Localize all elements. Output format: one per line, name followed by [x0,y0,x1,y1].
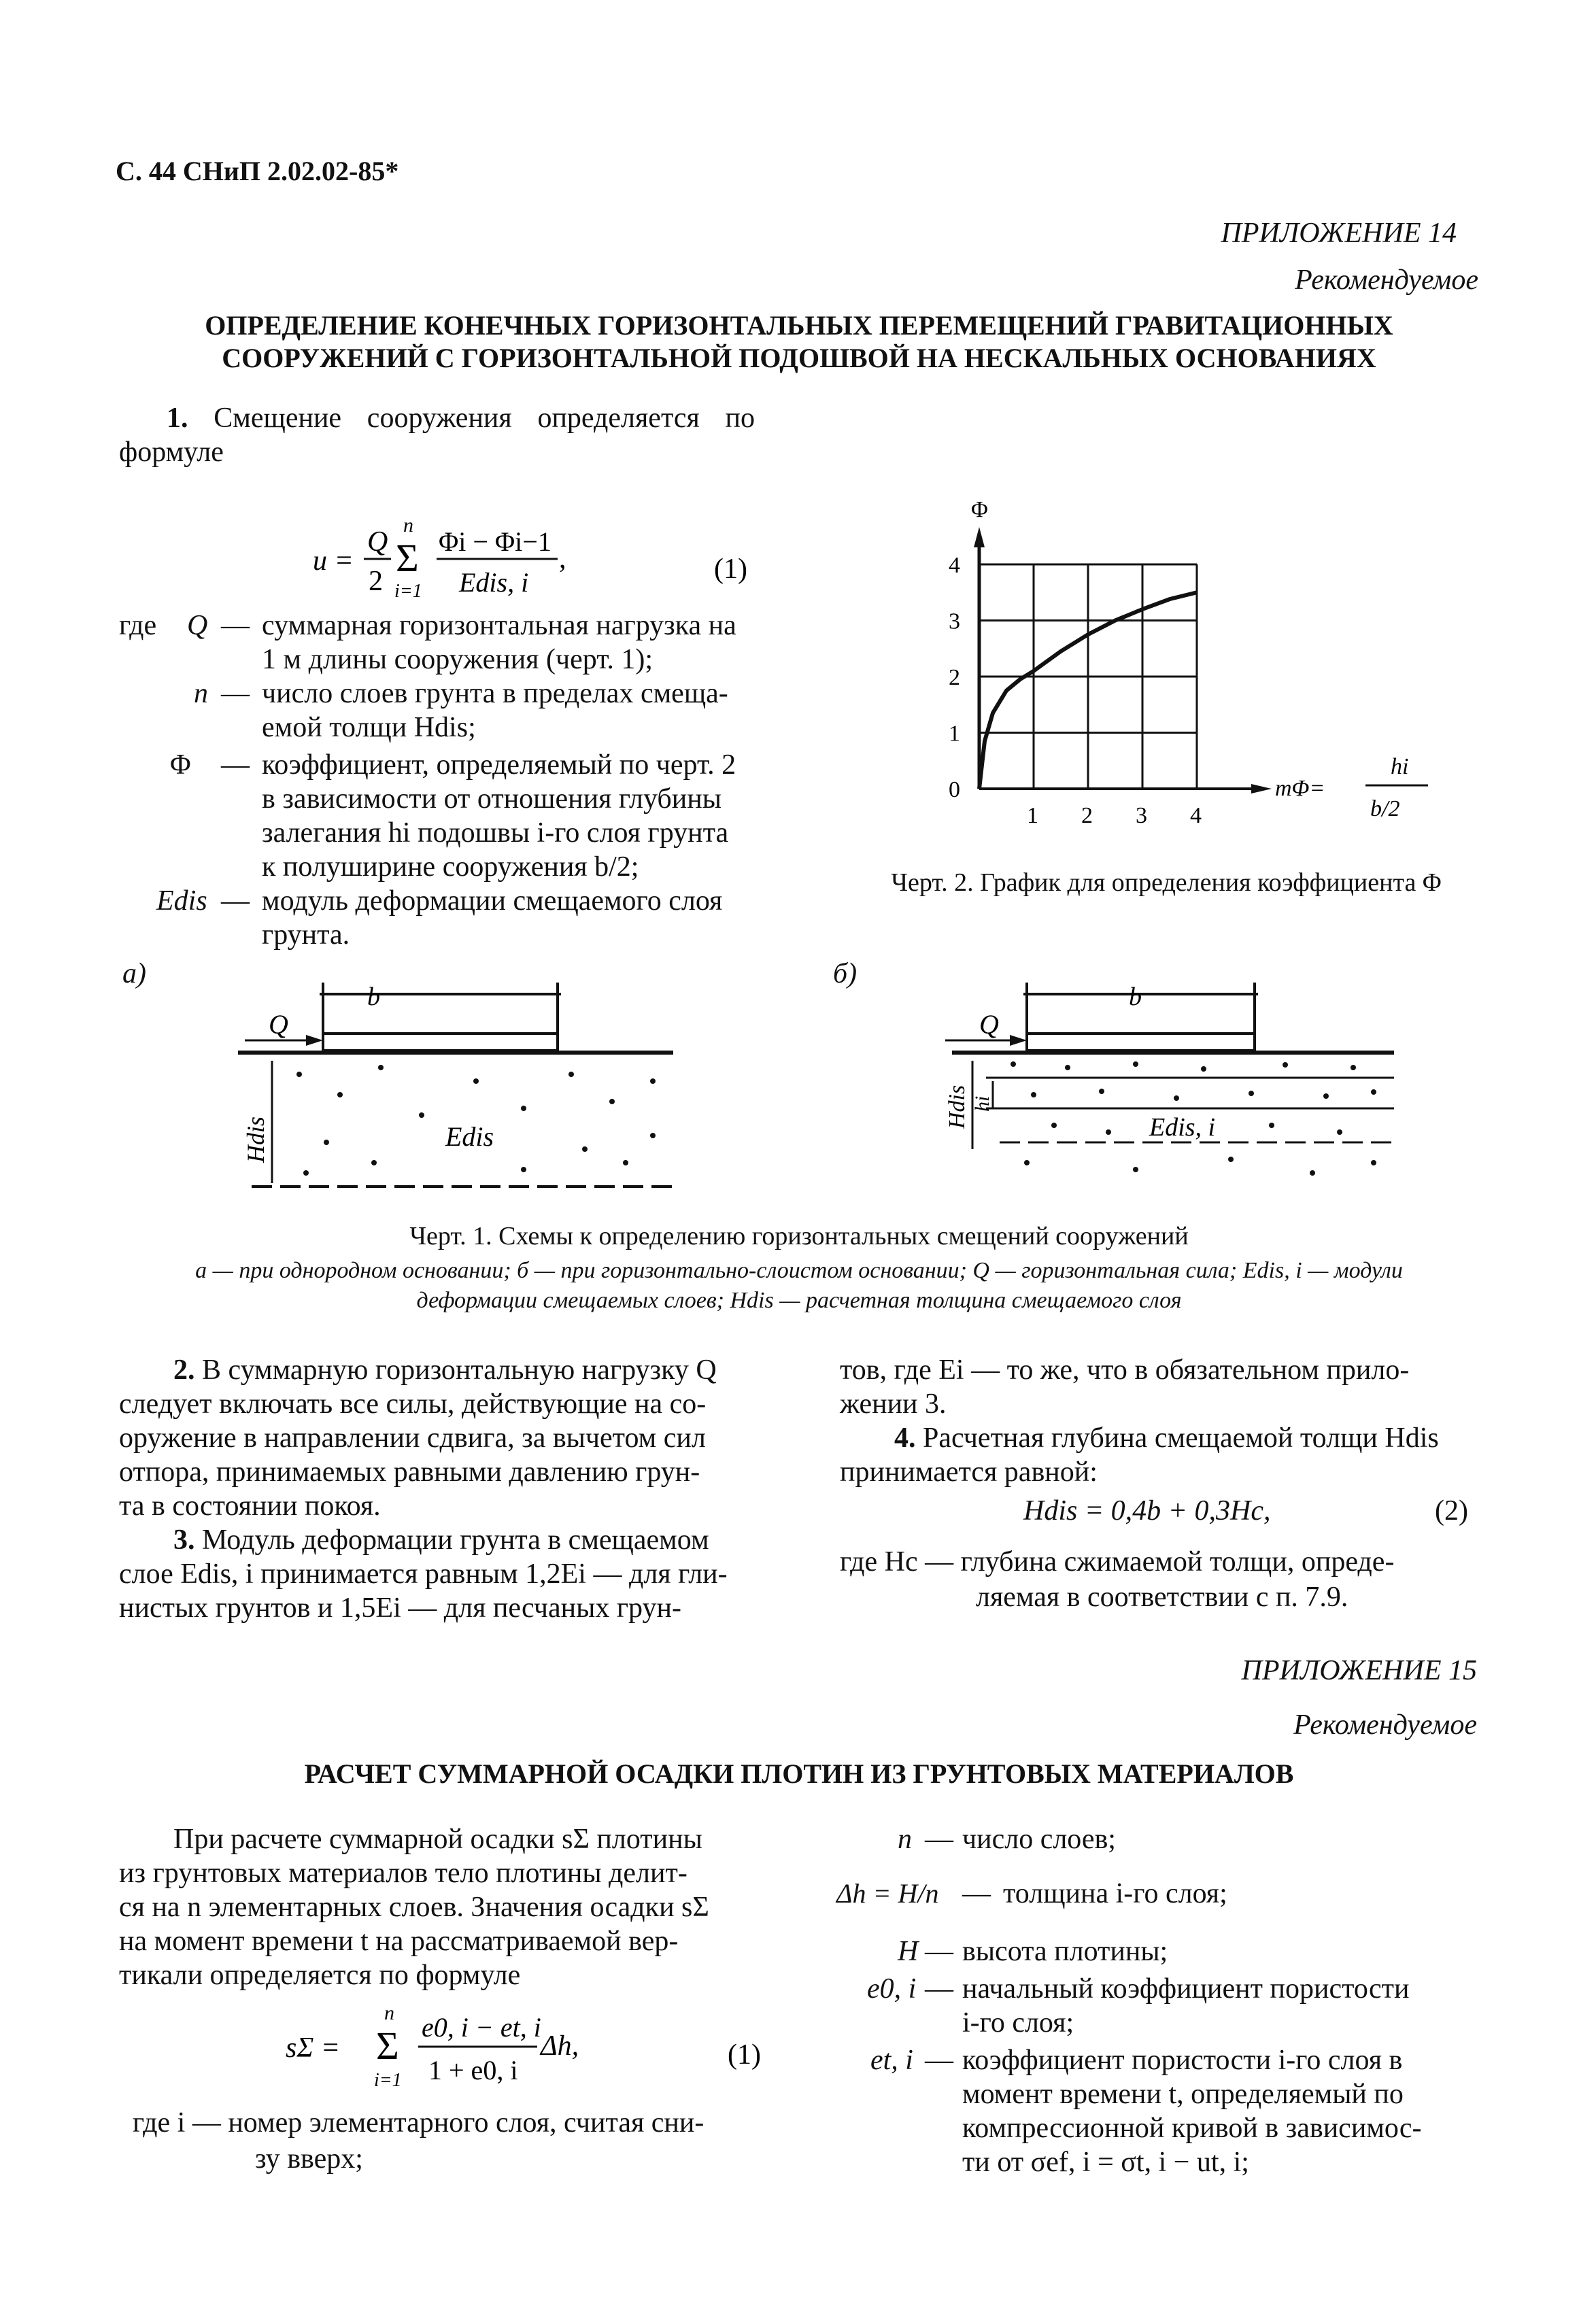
chart-x-label-den: b/2 [1370,796,1400,821]
x-axis-arrow-icon [1251,784,1272,794]
def-line: момент времени t, определяемый по [962,2079,1404,2110]
paragraph-3-continued [840,1353,1482,1421]
def-symbol: et, i [870,2045,913,2076]
formula-15-sum-bottom: i=1 [374,2070,402,2091]
appendix-15-label: ПРИЛОЖЕНИЕ 15 [1241,1655,1477,1686]
paragraph-line: тикали определяется по формуле [119,1960,521,1991]
appendix-15-intro [119,1822,762,1992]
def-phi-line: к полуширине сооружения b/2; [262,851,639,883]
def-phi-symbol: Φ [170,749,191,781]
appendix-15-defs: n — число слоев; Δh = H/n — толщина i-го слоя; H — высота плотины; e0, i — начальный коэффициент пористости i-го слоя; et, i — коэффициент пористости i-го слоя в момент времени t, определяемый по компрессионной кривой в зависимос- ти от σef, i = σt, i − ut, i; [836,1824,1422,2178]
formula-15-den: 1 + e0, i [428,2055,518,2085]
formula-1-num: Φi − Φi−1 [439,526,551,557]
formula-1-den: Edis, i [459,567,529,598]
def-phi-line: в зависимости от отношения глубины [262,783,721,815]
formula-15-lhs: sΣ = [286,2032,341,2064]
force-q: Q [979,1009,999,1040]
paragraph-line: оружение в направлении сдвига, за вычетом сил [119,1422,706,1454]
fig-2-caption: Черт. 2. График для определения коэффициента Φ [891,868,1442,897]
formula-15-eq-no: (1) [728,2039,761,2070]
def-line: высота плотины; [962,1936,1168,1967]
formula-2-where: где Hc — глубина сжимаемой толщи, опреде- [840,1546,1395,1578]
def-n-line: число слоев грунта в пределах смеща- [262,678,728,709]
where-i-2: зу вверх; [255,2143,363,2175]
formula-2-where-2: ляемая в соответствии с п. 7.9. [976,1582,1348,1613]
appendix-14-status: Рекомендуемое [1295,265,1478,296]
title-line-1: ОПРЕДЕЛЕНИЕ КОНЕЧНЫХ ГОРИЗОНТАЛЬНЫХ ПЕРЕМЕЩЕНИЙ ГРАВИТАЦИОННЫХ [205,310,1393,341]
paragraph-line: Модуль деформации грунта в смещаемом [202,1524,709,1556]
paragraph-1-number: 1. [167,403,188,434]
paragraph-line: нистых грунтов и 1,5Ei — для песчаных грун- [119,1592,681,1624]
arrow-head-icon [306,1035,323,1046]
paragraph-4 [840,1421,1482,1489]
x-tick-label: 2 [1081,803,1093,828]
sigma-icon: Σ [396,536,419,580]
def-line: ти от σef, i = σt, i − ut, i; [962,2147,1249,2178]
formula-1 [292,503,768,619]
structure-block [1027,1034,1255,1051]
dim-b: b [1129,983,1142,1011]
def-line: i-го слоя; [962,2007,1074,2039]
formula-1-sum-top: n [403,514,413,536]
def-q-line: 1 м длины сооружения (черт. 1); [262,644,653,675]
modulus-edis: Edis [445,1121,494,1152]
title-line-2: СООРУЖЕНИЙ С ГОРИЗОНТАЛЬНОЙ ПОДОШВОЙ НА НЕСКАЛЬНЫХ ОСНОВАНИЯХ [222,343,1376,373]
x-tick-label: 4 [1190,803,1202,828]
y-tick-label: 4 [949,553,960,578]
formula-1-q: Q [367,526,388,558]
fig-1-label-b: б) [833,958,858,989]
formula-2: Hdis = 0,4b + 0,3Hc, [1023,1495,1271,1527]
formula-1-sum-bottom: i=1 [394,581,422,602]
def-phi-line: коэффициент, определяемый по черт. 2 [262,749,736,781]
depth-hdis: Hdis [945,1085,970,1129]
def-symbol: n [898,1824,912,1855]
fig-1-label-a: а) [122,958,146,989]
paragraph-line: следует включать все силы, действующие на со- [119,1388,707,1420]
y-tick-label: 2 [949,665,960,690]
paragraph-line: тов, где Ei — то же, что в обязательном прило- [840,1354,1410,1386]
paragraph-line: Расчетная глубина смещаемой толщи Hdis [923,1422,1439,1454]
def-line: начальный коэффициент пористости [962,1973,1410,2005]
depth-hdis: Hdis [242,1116,269,1163]
formula-15-1 [286,1992,775,2108]
def-q-symbol: Q [187,610,208,641]
paragraph-1 [119,401,755,469]
paragraph-line: При расчете суммарной осадки sΣ плотины [173,1824,702,1855]
force-q: Q [269,1009,288,1040]
sigma-icon: Σ [376,2024,399,2068]
paragraph-1-text: Смещение сооружения определяется по формуле [119,403,755,468]
fig-1-caption: Черт. 1. Схемы к определению горизонтальных смещений сооружений [409,1222,1189,1250]
def-dash: — [221,885,250,917]
def-n-symbol: n [194,678,208,709]
def-line: коэффициент пористости i-го слоя в [962,2045,1403,2076]
fig-1a-diagram [204,979,694,1197]
def-line: компрессионной кривой в зависимос- [962,2113,1422,2144]
x-tick-label: 3 [1136,803,1147,828]
paragraph-line: ся на n элементарных слоев. Значения осадки sΣ [119,1892,709,1923]
fig-1-legend-line-1: а — при однородном основании; б — при горизонтально-слоистом основании; Q — горизонтальная сила; Edis, i — модули [195,1258,1403,1283]
def-q-line: суммарная горизонтальная нагрузка на [262,610,736,641]
def-edis-symbol: Edis [156,885,207,917]
def-dash: — [221,678,250,709]
def-dash: — [221,749,250,781]
formula-15-tail: Δh, [541,2030,579,2062]
y-tick-label: 0 [949,777,960,802]
def-edis-line: модуль деформации смещаемого слоя [262,885,723,917]
paragraph-line: принимается равной: [840,1456,1098,1488]
where-i: где i — номер элементарного слоя, считая сни- [133,2107,704,2138]
def-edis-line: грунта. [262,919,350,951]
formula-1-lhs: u = [313,545,354,577]
formula-1-comma: , [559,543,566,575]
chart-y-label: Φ [971,497,988,522]
fig-1b-diagram [932,979,1421,1197]
depth-hi: hi [971,1095,994,1112]
paragraph-4-number: 4. [894,1422,916,1454]
def-phi-line: залегания hi подошвы i-го слоя грунта [262,817,729,849]
paragraph-3-number: 3. [173,1524,195,1556]
formula-1-eq-no: (1) [714,553,747,585]
def-symbol: e0, i [867,1973,917,2005]
formula-2-eq-no: (2) [1435,1495,1468,1527]
page-header: С. 44 СНиП 2.02.02-85* [116,156,399,186]
appendix-14-label: ПРИЛОЖЕНИЕ 14 [1221,218,1457,249]
paragraph-line: слое Edis, i принимается равным 1,2Ei — для гли- [119,1558,728,1590]
phi-chart [911,490,1455,830]
def-symbol: Δh = H/n [836,1878,939,1909]
appendix-15-status: Рекомендуемое [1293,1709,1477,1741]
formula-1-two: 2 [369,566,383,597]
appendix-14-title [116,309,1482,375]
paragraph-2 [119,1353,762,1523]
y-tick-label: 3 [949,609,960,634]
paragraph-line: жении 3. [840,1388,947,1420]
paragraph-2-number: 2. [173,1354,195,1386]
formula-15-num: e0, i − et, i [422,2012,541,2043]
def-line: число слоев; [962,1824,1116,1855]
def-line: толщина i-го слоя; [1003,1878,1227,1909]
def-symbol: H [898,1936,919,1967]
chart-x-label-prefix: mΦ= [1275,776,1325,801]
where-label: где [119,610,157,641]
paragraph-line: из грунтовых материалов тело плотины делит- [119,1858,687,1889]
soil-dots [296,1065,656,1176]
paragraph-line: отпора, принимаемых равными давлению грун- [119,1456,700,1488]
x-tick-label: 1 [1027,803,1038,828]
def-dash: — [221,610,250,641]
appendix-15-title: РАСЧЕТ СУММАРНОЙ ОСАДКИ ПЛОТИН ИЗ ГРУНТОВЫХ МАТЕРИАЛОВ [304,1758,1294,1789]
chart-x-label-num: hi [1391,754,1409,779]
def-n-line: емой толщи Hdis; [262,712,476,743]
paragraph-line: на момент времени t на рассматриваемой вер- [119,1926,679,1957]
modulus-edisi: Edis, i [1149,1113,1216,1142]
formula-15-sum-top: n [384,2002,394,2024]
paragraph-line: В суммарную горизонтальную нагрузку Q [202,1354,717,1386]
paragraph-line: та в состоянии покоя. [119,1490,381,1522]
paragraph-3 [119,1523,762,1625]
y-axis-arrow-icon [974,527,985,547]
structure-block [323,1034,558,1051]
fig-1-legend-line-2: деформации смещаемых слоев; Hdis — расчетная толщина смещаемого слоя [416,1288,1182,1313]
dim-b: b [367,983,380,1011]
arrow-head-icon [1010,1035,1027,1046]
y-tick-label: 1 [949,721,960,747]
